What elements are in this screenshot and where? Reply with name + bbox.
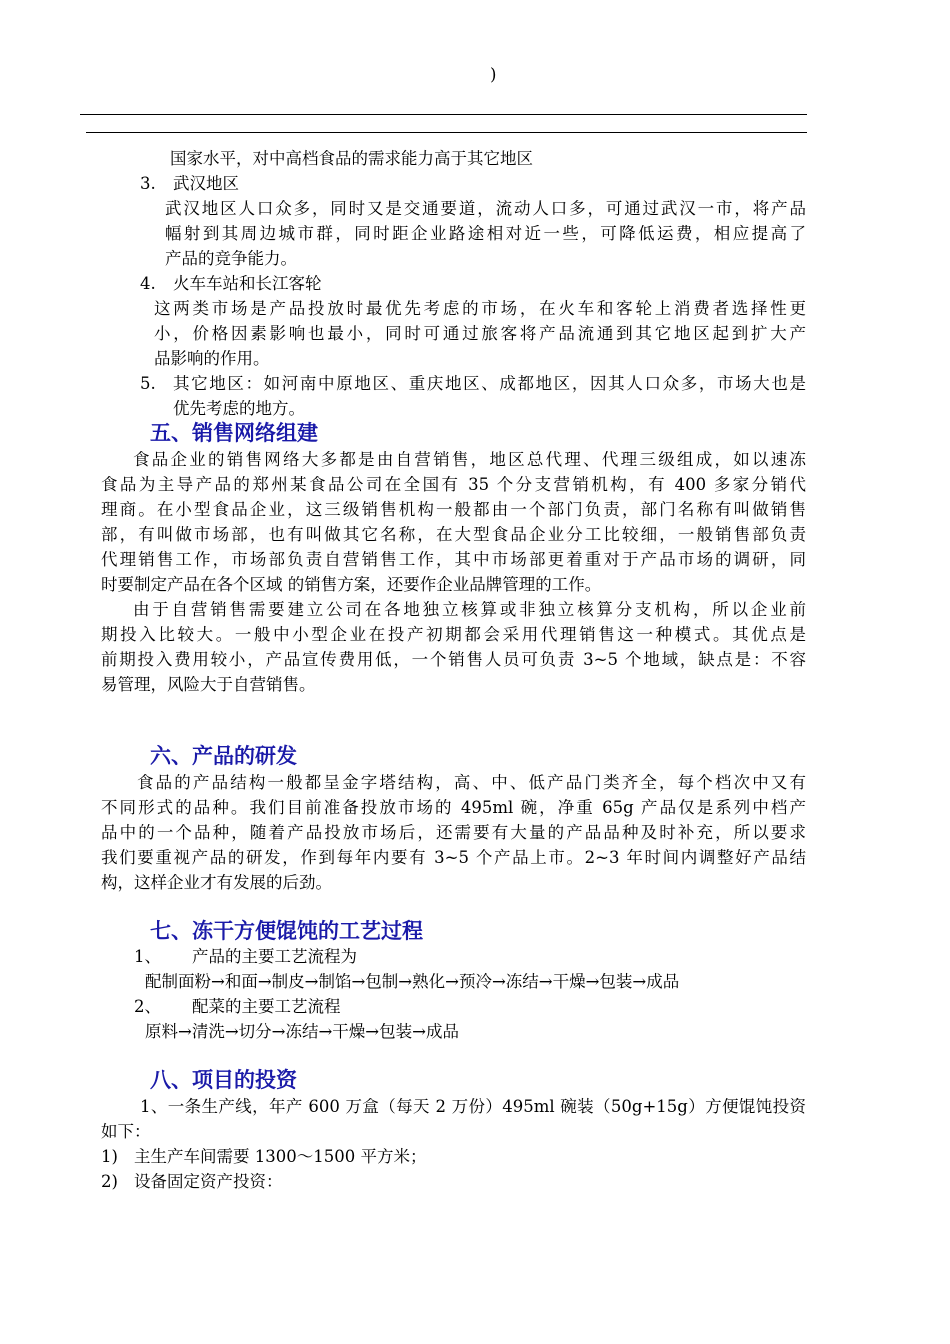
text-line: 如下： bbox=[101, 1122, 151, 1141]
text-line: 食品为主导产品的郑州某食品公司在全国有 35 个分支营销机构，有 400 多家分销代 bbox=[101, 475, 806, 494]
text-line: 食品企业的销售网络大多都是由自营销售，地区总代理、代理三级组成，如以速冻 bbox=[133, 450, 806, 469]
text-line: 部，有叫做市场部，也有叫做其它名称，在大型食品企业分工比较细，一般销售部负责 bbox=[101, 525, 806, 544]
text-line: 期投入比较大。一般中小型企业在投产初期都会采用代理销售这一种模式。其优点是 bbox=[101, 625, 806, 644]
list-number: 4. bbox=[140, 274, 156, 293]
list-item-heading: 产品的主要工艺流程为 bbox=[192, 947, 357, 966]
list-number: 1) bbox=[101, 1147, 118, 1166]
text-line: 理商。在小型食品企业，这三级销售机构一般都由一个部门负责，部门名称有叫做销售 bbox=[101, 500, 806, 519]
header-mark: ) bbox=[490, 65, 497, 84]
header-rule-top bbox=[80, 114, 807, 115]
text-line: 产品的竞争能力。 bbox=[165, 249, 297, 268]
text-line: 食品的产品结构一般都呈金字塔结构，高、中、低产品门类齐全，每个档次中又有 bbox=[137, 773, 806, 792]
text-line: 1、一条生产线，年产 600 万盒（每天 2 万份）495ml 碗装（50g+15g）方便馄饨投资 bbox=[140, 1097, 806, 1116]
text-line: 武汉地区人口众多，同时又是交通要道，流动人口多，可通过武汉一市，将产品 bbox=[165, 199, 806, 218]
text-line: 品影响的作用。 bbox=[154, 349, 270, 368]
header-rule-bottom bbox=[86, 132, 807, 133]
section-heading: 五、销售网络组建 bbox=[150, 421, 318, 445]
list-item-heading: 配菜的主要工艺流程 bbox=[192, 997, 341, 1016]
list-item-heading: 武汉地区 bbox=[173, 174, 239, 193]
text-line: 国家水平，对中高档食品的需求能力高于其它地区 bbox=[170, 149, 533, 168]
list-number: 5. bbox=[140, 374, 156, 393]
text-line: 代理销售工作，市场部负责自营销售工作，其中市场部更着重对于产品市场的调研，同 bbox=[101, 550, 806, 569]
process-flow: 原料→清洗→切分→冻结→干燥→包装→成品 bbox=[145, 1022, 459, 1041]
text-line: 品中的一个品种，随着产品投放市场后，还需要有大量的产品品种及时补充，所以要求 bbox=[101, 823, 806, 842]
text-line: 时要制定产品在各个区域 的销售方案，还要作企业品牌管理的工作。 bbox=[101, 575, 602, 594]
section-heading: 六、产品的研发 bbox=[150, 744, 297, 768]
text-line: 小，价格因素影响也最小，同时可通过旅客将产品流通到其它地区起到扩大产 bbox=[154, 324, 806, 343]
list-number: 1、 bbox=[134, 947, 161, 966]
text-line: 这两类市场是产品投放时最优先考虑的市场，在火车和客轮上消费者选择性更 bbox=[154, 299, 806, 318]
list-item: 主生产车间需要 1300～1500 平方米； bbox=[134, 1147, 427, 1166]
text-line: 前期投入费用较小，产品宣传费用低，一个销售人员可负责 3~5 个地域，缺点是：不容 bbox=[101, 650, 806, 669]
text-line: 我们要重视产品的研发，作到每年内要有 3~5 个产品上市。2~3 年时间内调整好产品结 bbox=[101, 848, 806, 867]
list-item: 设备固定资产投资： bbox=[134, 1172, 283, 1191]
list-number: 3. bbox=[140, 174, 156, 193]
text-line: 其它地区：如河南中原地区、重庆地区、成都地区，因其人口众多，市场大也是 bbox=[173, 374, 806, 393]
text-line: 幅射到其周边城市群，同时距企业路途相对近一些，可降低运费，相应提高了 bbox=[165, 224, 806, 243]
list-item-heading: 火车车站和长江客轮 bbox=[173, 274, 322, 293]
list-number: 2) bbox=[101, 1172, 118, 1191]
section-heading: 七、冻干方便馄饨的工艺过程 bbox=[150, 919, 423, 943]
process-flow: 配制面粉→和面→制皮→制馅→包制→熟化→预冷→冻结→干燥→包装→成品 bbox=[145, 972, 680, 991]
text-line: 由于自营销售需要建立公司在各地独立核算或非独立核算分支机构，所以企业前 bbox=[133, 600, 806, 619]
list-number: 2、 bbox=[134, 997, 161, 1016]
text-line: 不同形式的品种。我们目前准备投放市场的 495ml 碗，净重 65g 产品仅是系列中档产 bbox=[101, 798, 806, 817]
text-line: 优先考虑的地方。 bbox=[173, 399, 305, 418]
section-heading: 八、项目的投资 bbox=[150, 1068, 297, 1092]
text-line: 构，这样企业才有发展的后劲。 bbox=[101, 873, 332, 892]
text-line: 易管理，风险大于自营销售。 bbox=[101, 675, 316, 694]
